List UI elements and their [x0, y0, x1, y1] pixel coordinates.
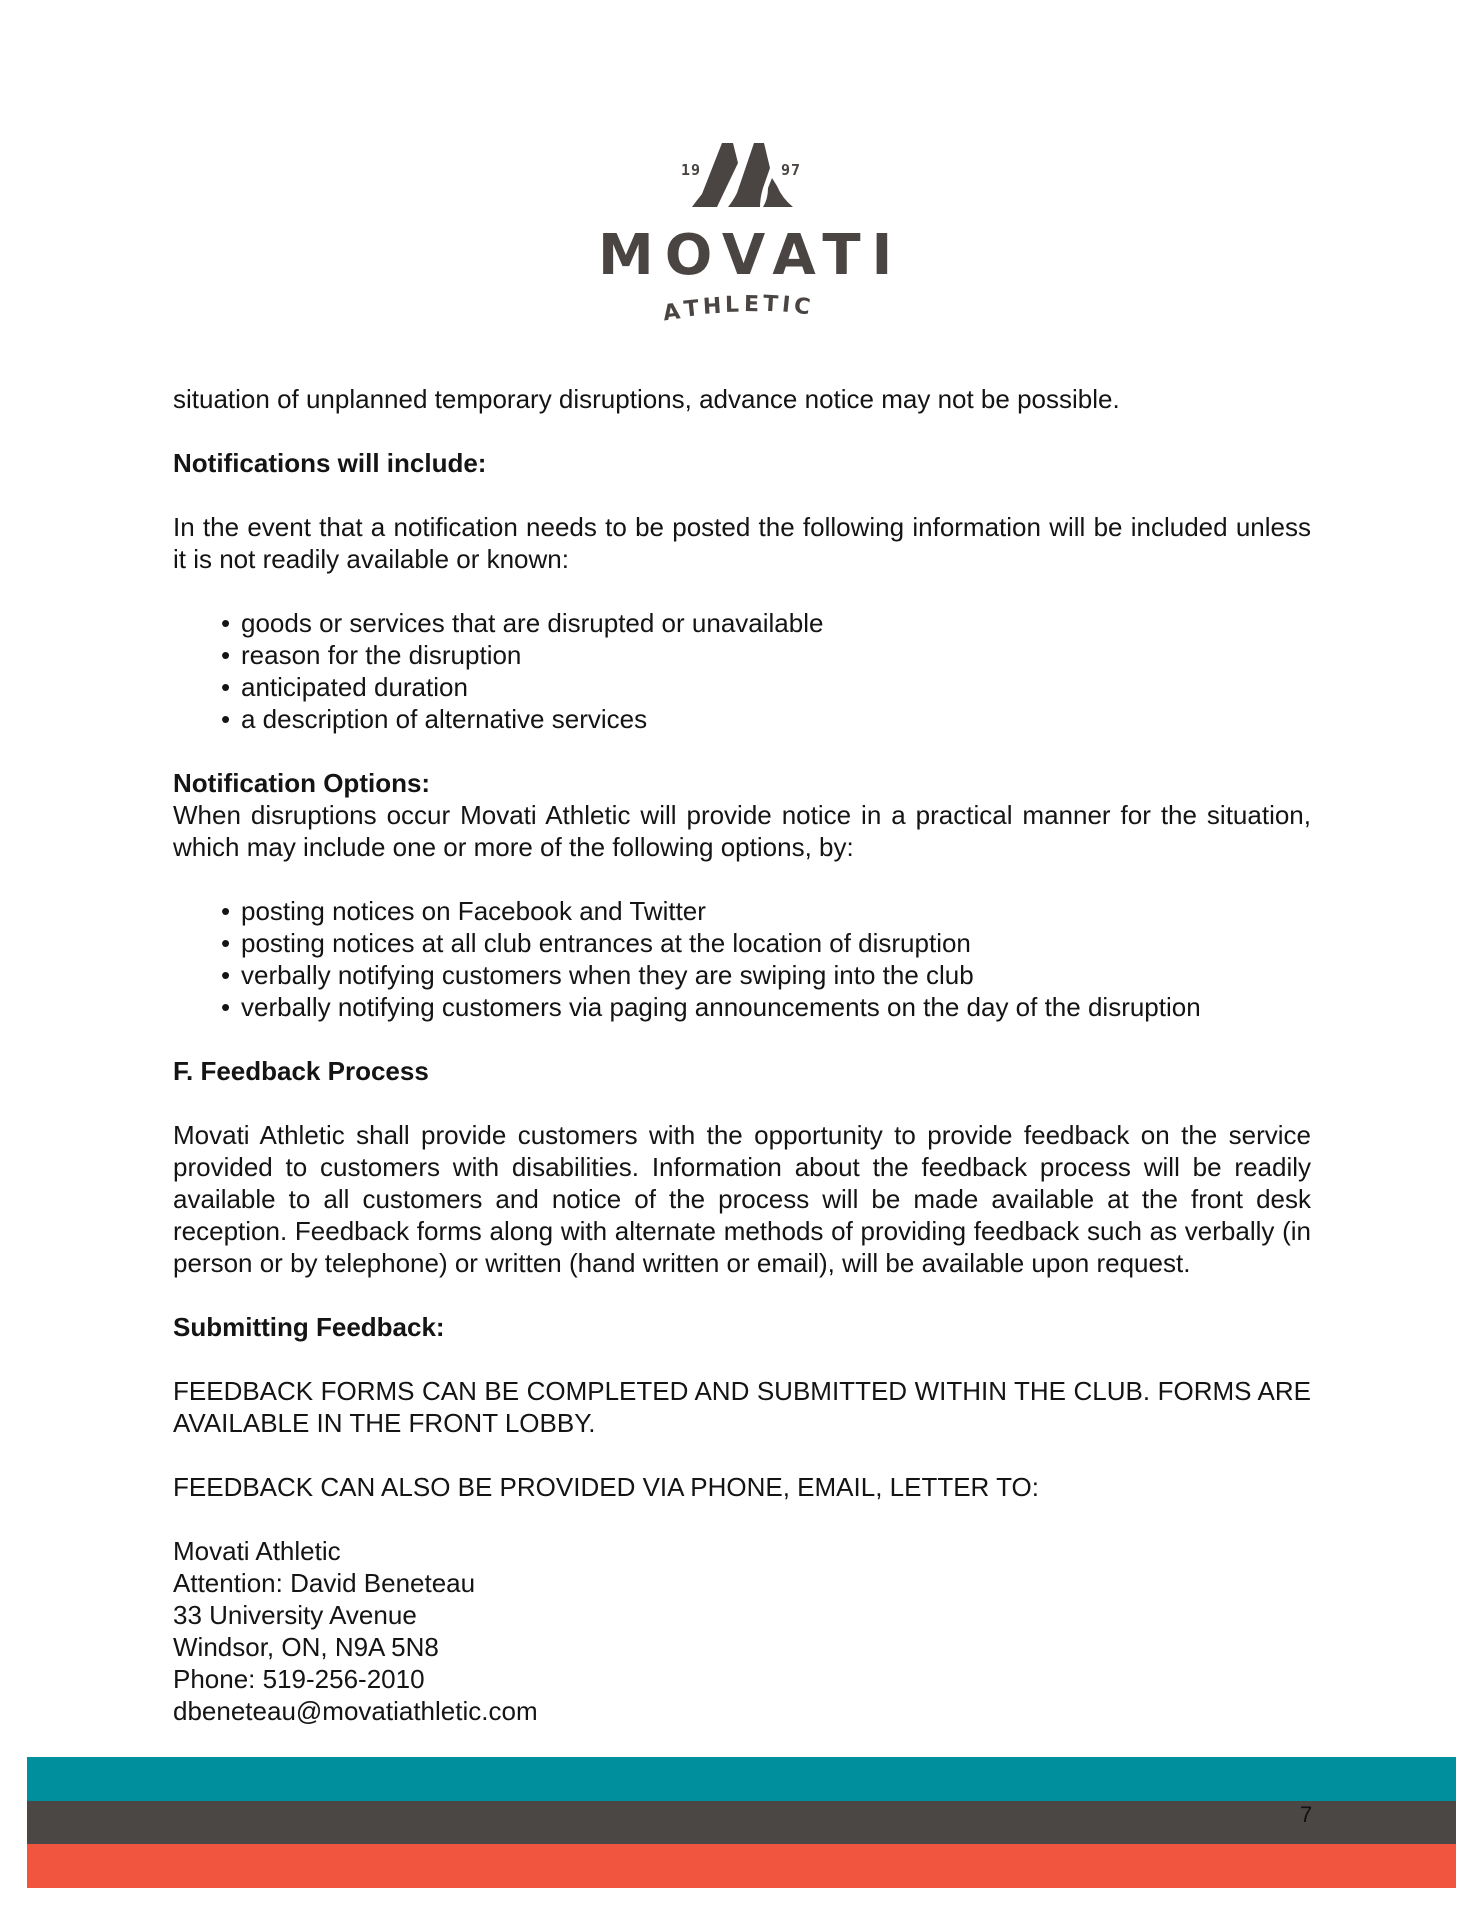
notifications-heading: Notifications will include:	[173, 448, 487, 478]
contact-attention: Attention: David Beneteau	[173, 1568, 476, 1598]
notifications-list	[173, 607, 1311, 735]
contact-email[interactable]: dbeneteau@movatiathletic.com	[173, 1696, 538, 1726]
logo-wordmark: MOVATI	[598, 223, 904, 288]
logo-year-left: 19	[681, 161, 702, 179]
feedback-forms-notice: FEEDBACK FORMS CAN BE COMPLETED AND SUBMITTED WITHIN THE CLUB. FORMS ARE AVAILABLE IN THE FRONT LOBBY.	[173, 1376, 1311, 1438]
feedback-process-heading: F. Feedback Process	[173, 1056, 429, 1086]
submitting-feedback-heading: Submitting Feedback:	[173, 1312, 445, 1342]
list-item: • posting notices at all club entrances at the location of disruption	[221, 927, 1311, 959]
mountain-logo-icon	[0, 0, 1484, 340]
list-item: • verbally notifying customers when they are swiping into the club	[221, 959, 1311, 991]
contact-phone: Phone: 519-256-2010	[173, 1664, 425, 1694]
list-item: • reason for the disruption	[221, 639, 1311, 671]
feedback-also-notice: FEEDBACK CAN ALSO BE PROVIDED VIA PHONE, EMAIL, LETTER TO:	[173, 1472, 1039, 1502]
footer-band-teal	[27, 1757, 1456, 1801]
list-item: • posting notices on Facebook and Twitter	[221, 895, 1311, 927]
logo-year-right: 97	[781, 161, 802, 179]
options-paragraph: When disruptions occur Movati Athletic will provide notice in a practical manner for the situation, which may include one or more of the following options, by:	[173, 800, 1311, 862]
page-number: 7	[1300, 1802, 1313, 1827]
contact-city: Windsor, ON, N9A 5N8	[173, 1632, 439, 1662]
logo-subword	[661, 291, 814, 327]
options-heading: Notification Options:	[173, 768, 431, 798]
footer-band-dark	[27, 1801, 1456, 1844]
notifications-paragraph: In the event that a notification needs to be posted the following information will be included unless it is not readily available or known:	[173, 512, 1311, 574]
logo-subword-text: ATH L E TIC	[661, 291, 812, 327]
list-item: • goods or services that are disrupted or unavailable	[221, 607, 1311, 639]
footer-band-red	[27, 1844, 1456, 1888]
options-list	[173, 895, 1311, 1023]
list-item: • a description of alternative services	[221, 703, 1311, 735]
movati-logo	[0, 0, 1484, 340]
list-item: • verbally notifying customers via paging announcements on the day of the disruption	[221, 991, 1311, 1023]
contact-address-block	[173, 1535, 1311, 1727]
intro-line: situation of unplanned temporary disruptions, advance notice may not be possible.	[173, 384, 1120, 414]
document-body	[173, 383, 1311, 1727]
feedback-process-paragraph: Movati Athletic shall provide customers with the opportunity to provide feedback on the service provided to customers with disabilities. Information about the feedback process will be readily available to all customers and notice of the process will be made available at the front desk reception. Feedback forms along with alternate methods of providing feedback such as verbally (in person or by telephone) or written (hand written or email), will be available upon request.	[173, 1120, 1311, 1278]
contact-org: Movati Athletic	[173, 1536, 341, 1566]
contact-street: 33 University Avenue	[173, 1600, 417, 1630]
list-item: • anticipated duration	[221, 671, 1311, 703]
